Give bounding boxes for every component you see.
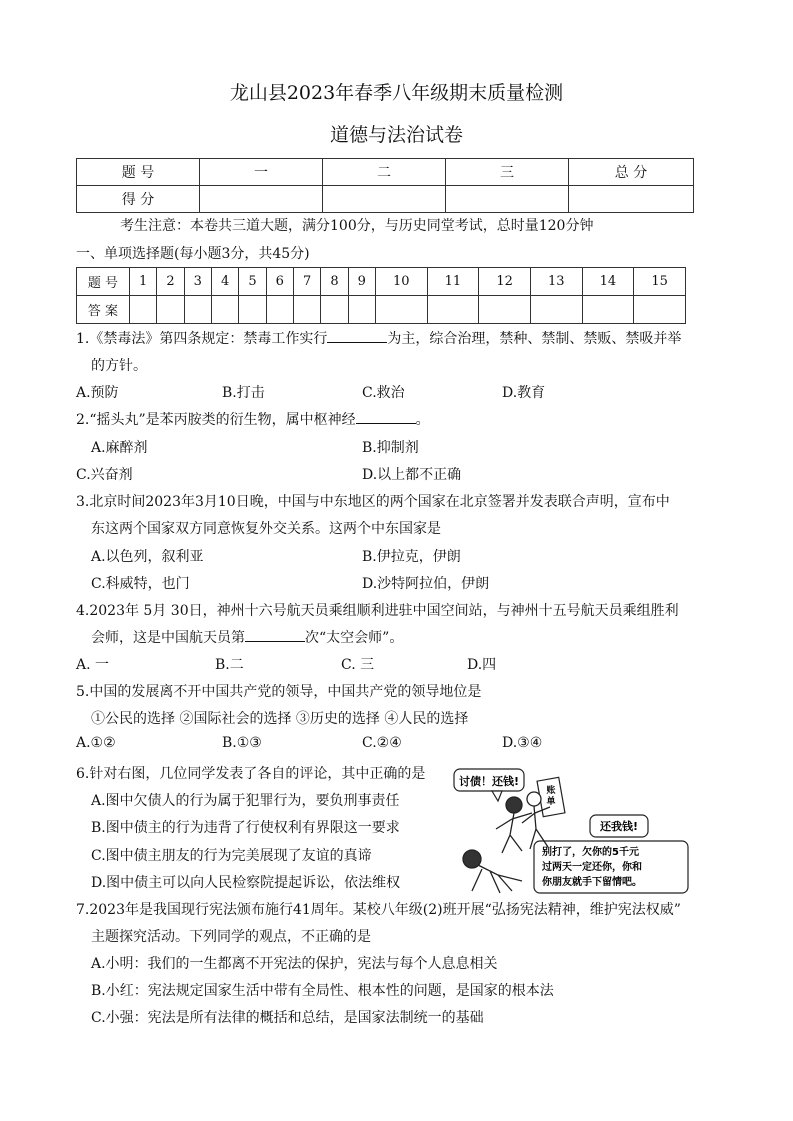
score-cell-part3: 三 [446, 159, 569, 186]
q6-option-d[interactable]: D.图中债主可以向人民检察院提起诉讼，依法维权 [91, 875, 401, 891]
cartoon-bill-label [546, 784, 555, 807]
score-cell-label: 题 号 [77, 159, 200, 186]
q5-option-d[interactable]: D.③④ [502, 735, 543, 751]
answer-table-answer-row [77, 296, 686, 324]
q5-stem: 5.中国的发展离不开中国共产党的领导，中国共产党的领导地位是 [76, 684, 482, 700]
answer-cell-11[interactable] [427, 296, 479, 324]
bubble3-line1: 别打了，欠你的5千元 [542, 847, 639, 858]
answer-table-number-4: 4 [211, 268, 238, 296]
answer-table-number-12: 12 [479, 268, 531, 296]
q7-line1: 7.2023年是我国现行宪法颁布施行41周年。某校八年级(2)班开展“弘扬宪法精神，维护宪法权威” [76, 902, 681, 918]
q2-blank[interactable] [356, 411, 416, 424]
answer-table-number-1: 1 [130, 268, 157, 296]
q5-option-c[interactable]: C.②④ [362, 735, 402, 751]
score-row-label: 得 分 [77, 186, 200, 213]
q3-line1: 3.北京时间2023年3月10日晚，中国与中东地区的两个国家在北京签署并发表联合声明，宣布中 [76, 494, 670, 510]
q2-option-d[interactable]: D.以上都不正确 [362, 467, 462, 483]
q4-line1: 4.2023年 5月 30日，神州十六号航天员乘组顺利进驻中国空间站，与神州十五号航天员乘组胜利 [76, 603, 679, 619]
q4-line2 [91, 627, 403, 647]
answer-table-number-7: 7 [293, 268, 320, 296]
bubble3-line3: 你朋友就手下留情吧。 [542, 877, 642, 888]
q1-option-b[interactable]: B.打击 [222, 385, 265, 401]
answer-table-number-row [77, 268, 686, 296]
cartoon-bubble-2: 还我钱! [599, 820, 639, 833]
score-input-cell[interactable] [446, 186, 569, 213]
q3-option-d[interactable]: D.沙特阿拉伯，伊朗 [362, 576, 490, 592]
score-input-cell[interactable] [200, 186, 323, 213]
score-table [76, 158, 694, 213]
q4-stem-a: 会师，这是中国航天员第 [91, 630, 245, 646]
debt-cartoon-illustration [452, 763, 692, 895]
exam-notice: 考生注意：本卷共三道大题，满分100分，与历史同堂考试，总时量120分钟 [120, 218, 594, 234]
answer-table-number-8: 8 [321, 268, 348, 296]
q2-stem-text: 2.“摇头丸”是苯丙胺类的衍生物，属中枢神经 [76, 412, 356, 428]
q4-option-b[interactable]: B.二 [215, 657, 244, 673]
answer-table-number-13: 13 [530, 268, 582, 296]
q4-option-a[interactable]: A. 一 [76, 657, 110, 673]
q2-stem [76, 409, 430, 429]
answer-cell-13[interactable] [530, 296, 582, 324]
answer-table-number-9: 9 [348, 268, 375, 296]
cartoon-bubble-1: 讨债！还钱! [458, 775, 520, 788]
answer-table [76, 267, 686, 324]
q6-option-a[interactable]: A.图中欠债人的行为属于犯罪行为，要负刑事责任 [91, 793, 400, 809]
answer-cell-14[interactable] [582, 296, 634, 324]
answer-cell-8[interactable] [321, 296, 348, 324]
q1-stem-b: 为主，综合治理，禁种、禁制、禁贩、禁吸并举 [387, 331, 682, 347]
q1-line1 [76, 328, 681, 348]
q3-option-a[interactable]: A.以色列，叙利亚 [91, 549, 204, 565]
score-input-cell[interactable] [323, 186, 446, 213]
answer-table-number-15: 15 [634, 268, 686, 296]
answer-cell-10[interactable] [375, 296, 427, 324]
answer-cell-3[interactable] [184, 296, 211, 324]
answer-table-number-10: 10 [375, 268, 427, 296]
q7-option-c[interactable]: C.小强：宪法是所有法律的概括和总结，是国家法制统一的基础 [91, 1010, 484, 1026]
q6-stem: 6.针对右图，几位同学发表了各自的评论，其中正确的是 [76, 766, 426, 782]
q4-blank[interactable] [245, 629, 305, 642]
score-cell-part2: 二 [323, 159, 446, 186]
cartoon-bubble-3 [541, 845, 645, 888]
q1-option-c[interactable]: C.救治 [362, 385, 405, 401]
q6-option-c[interactable]: C.图中债主朋友的行为完美展现了友谊的真谛 [91, 848, 372, 864]
q5-choices: ①公民的选择 ②国际社会的选择 ③历史的选择 ④人民的选择 [91, 711, 469, 727]
answer-cell-12[interactable] [479, 296, 531, 324]
page-title: 龙山县2023年春季八年级期末质量检测 [229, 82, 564, 104]
page-subtitle: 道德与法治试卷 [329, 124, 463, 146]
score-table-header-row [77, 159, 694, 186]
q1-stem-a: 1.《禁毒法》第四条规定：禁毒工作实行 [76, 331, 328, 347]
answer-cell-4[interactable] [211, 296, 238, 324]
q2-option-b[interactable]: B.抑制剂 [362, 440, 419, 456]
q4-option-d[interactable]: D.四 [467, 657, 497, 673]
bubble3-line2: 过两天一定还你，你和 [542, 862, 642, 873]
answer-cell-9[interactable] [348, 296, 375, 324]
q4-stem-b: 次“太空会师”。 [305, 630, 404, 646]
q3-line2: 东这两个国家双方同意恢复外交关系。这两个中东国家是 [91, 521, 441, 537]
answer-cell-7[interactable] [293, 296, 320, 324]
answer-table-number-11: 11 [427, 268, 479, 296]
score-cell-part1: 一 [200, 159, 323, 186]
answer-cell-1[interactable] [130, 296, 157, 324]
bill-char-1: 账 [546, 786, 556, 796]
q7-line2: 主题探究活动。下列同学的观点，不正确的是 [91, 929, 371, 945]
q5-option-a[interactable]: A.①② [76, 735, 116, 751]
q1-option-a[interactable]: A.预防 [76, 385, 119, 401]
answer-table-number-5: 5 [239, 268, 266, 296]
answer-table-label: 题 号 [77, 268, 130, 296]
score-input-cell[interactable] [569, 186, 694, 213]
section-title: 一、单项选择题(每小题3分，共45分) [76, 246, 310, 262]
q2-option-c[interactable]: C.兴奋剂 [76, 467, 133, 483]
q7-option-a[interactable]: A.小明：我们的一生都离不开宪法的保护，宪法与每个人息息相关 [91, 956, 498, 972]
answer-cell-5[interactable] [239, 296, 266, 324]
bill-char-2: 单 [546, 797, 556, 807]
q1-line2: 的方针。 [91, 358, 147, 374]
q1-blank[interactable] [327, 330, 387, 343]
score-table-score-row [77, 186, 694, 213]
q7-option-b[interactable]: B.小红：宪法规定国家生活中带有全局性、根本性的问题，是国家的根本法 [91, 983, 554, 999]
q2-option-a[interactable]: A.麻醉剂 [91, 440, 148, 456]
q4-option-c[interactable]: C. 三 [341, 657, 375, 673]
score-cell-total: 总 分 [569, 159, 694, 186]
answer-table-number-14: 14 [582, 268, 634, 296]
q3-option-b[interactable]: B.伊拉克，伊朗 [362, 549, 461, 565]
q3-option-c[interactable]: C.科威特，也门 [91, 576, 190, 592]
answer-table-number-6: 6 [266, 268, 293, 296]
answer-cell-6[interactable] [266, 296, 293, 324]
q1-option-d[interactable]: D.教育 [502, 385, 546, 401]
q6-option-b[interactable]: B.图中债主的行为违背了行使权利有界限这一要求 [91, 820, 400, 836]
answer-table-label: 答 案 [77, 296, 130, 324]
q2-stem-end: 。 [415, 412, 430, 428]
answer-table-number-2: 2 [157, 268, 184, 296]
answer-cell-15[interactable] [634, 296, 686, 324]
answer-table-number-3: 3 [184, 268, 211, 296]
answer-cell-2[interactable] [157, 296, 184, 324]
q5-option-b[interactable]: B.①③ [222, 735, 262, 751]
